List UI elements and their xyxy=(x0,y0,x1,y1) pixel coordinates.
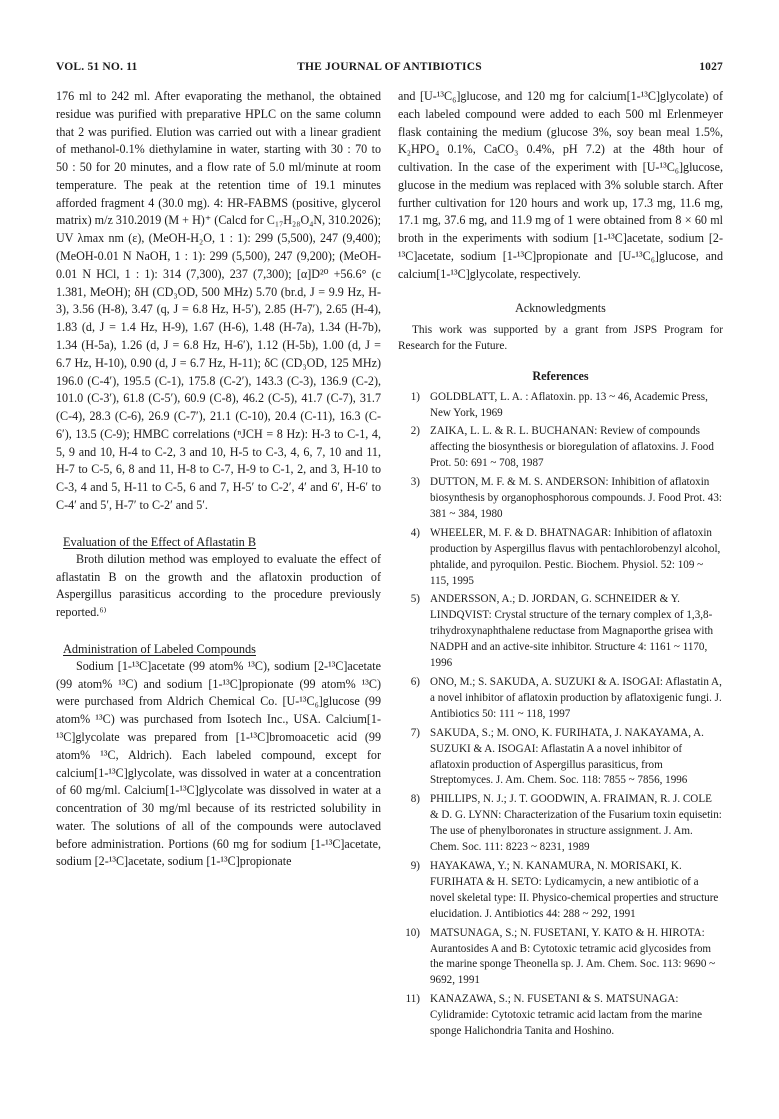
reference-number: 10) xyxy=(405,926,420,939)
reference-list xyxy=(398,390,723,1040)
reference-number: 2) xyxy=(410,425,420,438)
reference-number: 8) xyxy=(410,793,420,806)
reference-text: SAKUDA, S.; M. ONO, K. FURIHATA, J. NAKAYAMA, A. SUZUKI & A. ISOGAI: Aflastatin A a novel inhibitor of aflatoxin production of Aspergillus parasiticus, from Streptomyces. J. Am. Chem. Soc. 118: 7855 ~ 7856, 1996 xyxy=(430,726,704,787)
journal-title: THE JOURNAL OF ANTIBIOTICS xyxy=(297,61,482,73)
reference-text: WHEELER, M. F. & D. BHATNAGAR: Inhibition of aflatoxin production by Aspergillus flavus with pentachlorobenzyl alcohol, phtalide, and pyroquilon. Pestic. Biochem. Physiol. 52: 109 ~ 115, 1995 xyxy=(430,526,721,587)
page-number: 1027 xyxy=(699,61,723,73)
section-heading-aflastatin-evaluation: Evaluation of the Effect of Aflastatin B xyxy=(63,534,257,549)
reference-number: 9) xyxy=(410,859,420,872)
section-text-labeled-compounds: Sodium [1-¹³C]acetate (99 atom% ¹³C), sodium [2-¹³C]acetate (99 atom% ¹³C) and sodium [1-¹³C]propionate (99 atom% ¹³C) were purchased from Aldrich Chemical Co. [U-¹³C₆]glucose (99 atom% ¹³C) was purchased from Isotech Inc., USA. Calcium[1-¹³C]glycolate was prepared from [1-¹³C]bromoacetic acid (99 atom% ¹³C, Aldrich). Each labeled compound, except for calcium[1-¹³C]glycolate, was dissolved in water at a concentration of 60 mg/ml. Calcium[1-¹³C]glycolate was dissolved in water at a concentration of 30 mg/ml because of its restricted solubility in water. The solutions of all of the compounds were autoclaved before administration. Portions (60 mg for sodium [1-¹³C]acetate, sodium [2-¹³C]acetate, sodium [1-¹³C]propionate xyxy=(56,658,381,869)
reference-item xyxy=(398,592,723,672)
right-column xyxy=(398,88,723,1043)
reference-number: 4) xyxy=(410,526,420,539)
reference-text: ONO, M.; S. SAKUDA, A. SUZUKI & A. ISOGAI: Aflastatin A, a novel inhibitor of aflatoxin production by aflatoxigenic fungi. J. Antibiotics 50: 111 ~ 118, 1997 xyxy=(430,676,722,720)
reference-number: 3) xyxy=(410,476,420,489)
reference-item xyxy=(398,726,723,790)
reference-number: 6) xyxy=(410,676,420,688)
continued-paragraph: and [U-¹³C₆]glucose, and 120 mg for calcium[1-¹³C]glycolate) of each labeled compound were added to each 500 ml Erlenmeyer flask containing the medium (glucose 3%, soy bean meal 1.5%, K₂HPO₄ 0.1%, CaCO₃ 0.4%, pH 7.2) at the 48th hour of cultivation. In the case of the experiment with [U-¹³C₆]glucose, glucose in the medium was replaced with 3% soluble starch. After further cultivation for 120 hours and work up, 17.3 mg, 11.6 mg, 17.1 mg, 37.6 mg, and 11.9 mg of 1 were obtained from 8 × 60 ml broth in the experiments with sodium [1-¹³C]acetate, sodium [2-¹³C]acetate, sodium [1-¹³C]propionate and [U-¹³C₆]glucose, and calcium[1-¹³C]glycolate, respectively. xyxy=(398,89,723,281)
reference-text: DUTTON, M. F. & M. S. ANDERSON: Inhibition of aflatoxin biosynthesis by organophosphorous compounds. J. Food Prot. 43: 381 ~ 384, 1980 xyxy=(430,476,722,520)
running-head xyxy=(56,61,723,77)
reference-item xyxy=(398,424,723,472)
reference-text: ZAIKA, L. L. & R. L. BUCHANAN: Review of compounds affecting the biosynthesis or bioregulation of aflatoxins. J. Food Prot. 50: 691 ~ 708, 1987 xyxy=(430,425,714,470)
reference-item xyxy=(398,926,723,990)
reference-text: ANDERSSON, A.; D. JORDAN, G. SCHNEIDER & Y. LINDQVIST: Crystal structure of the ternary complex of 1,3,8-trihydroxynaphthalene reductase from Magnaporthe grisea with NADPH and an active-site inhibitor. Structure 4: 1161 ~ 1170, 1996 xyxy=(430,593,714,670)
reference-item xyxy=(398,792,723,856)
section-heading-labeled-compounds: Administration of Labeled Compounds xyxy=(63,641,256,656)
reference-item xyxy=(398,390,723,422)
reference-text: GOLDBLATT, L. A. : Aflatoxin. pp. 13 ~ 46, Academic Press, New York, 1969 xyxy=(430,390,708,419)
reference-text: MATSUNAGA, S.; N. FUSETANI, Y. KATO & H. HIROTA: Aurantosides A and B: Cytotoxic tetramic acid glycosides from the marine sponge Theonella sp. J. Am. Chem. Soc. 113: 9690 ~ 9692, 1991 xyxy=(430,926,716,987)
reference-item xyxy=(398,526,723,590)
left-column xyxy=(56,88,381,871)
reference-number: 5) xyxy=(410,593,420,606)
reference-number: 1) xyxy=(410,390,420,403)
references-heading: References xyxy=(532,368,589,383)
reference-number: 7) xyxy=(410,726,420,739)
reference-text: HAYAKAWA, Y.; N. KANAMURA, N. MORISAKI, K. FURIHATA & H. SETO: Lydicamycin, a new antibiotic of a novel skeletal type: II. Physico-chemical properties and structure elucidation. J. Antibiotics 44: 288 ~ 292, 1991 xyxy=(430,859,719,920)
volume-issue: VOL. 51 NO. 11 xyxy=(56,61,138,73)
reference-number: 11) xyxy=(405,993,420,1006)
experimental-paragraph: 176 ml to 242 ml. After evaporating the methanol, the obtained residue was purified with preparative HPLC on the same column that 2 was purified. Elution was carried out with a linear gradient of methanol-0.1% diethylamine in water, starting with 30 : 70 to 50 : 50 for 20 minutes, and a flow rate of 5.0 ml/minute at room temperature. The peak at the retention time of 19.1 minutes afforded fragment 4 (30.0 mg). 4: HR-FABMS (positive, glycerol matrix) m/z 310.2019 (M + H)⁺ (Calcd for C₁₇H₂₈O₄N, 310.2026); UV λmax nm (ε), (MeOH-H₂O, 1 : 1): 299 (5,500), 247 (9,400); (MeOH-0.01 N NaOH, 1 : 1): 299 (5,500), 247 (9,200); (MeOH-0.01 N HCl, 1 : 1): 314 (7,300), 237 (7,300); [α]D²⁰ +56.6° (c 1.381, MeOH); δH (CD₃OD, 500 MHz) 5.70 (br.d, J = 9.9 Hz, H-3), 3.56 (H-8), 3.47 (q, J = 6.8 Hz, H-5′), 2.85 (H-7′), 2.65 (H-4), 1.83 (d, J = 1.4 Hz, H-9), 1.67 (H-6), 1.48 (H-7a), 1.34 (H-7b), 1.34 (H-5a), 1.26 (d, J = 6.8 Hz, H-6′), 1.12 (H-5b), 1.00 (d, J = 6.7 Hz, H-10), 0.90 (d, J = 6.7 Hz, H-11); δC (CD₃OD, 125 MHz) 196.0 (C-4′), 195.5 (C-1), 175.8 (C-2′), 143.3 (C-3), 136.9 (C-2), 101.0 (C-3′), 61.8 (C-5′), 60.9 (C-8), 46.2 (C-5), 41.7 (C-7), 31.7 (C-4), 28.3 (C-6), 26.9 (C-7′), 21.1 (C-10), 20.4 (C-11), 16.3 (C-6′), 13.5 (C-9); HMBC correlations (ⁿJCH = 8 Hz): H-3 to C-1, 4, 5, 9 and 10, H-4 to C-2, 3 and 10, H-5 to C-3, 4, 6, 7, 10 and 11, H-7 to C-5, 6, 8 and 11, H-8 to C-7, H-9 to C-1, 2, and 3, H-10 to C-3, 4 and 5, H-11 to C-5, 6 and 7, H-5′ to C-2′, 4′ and 6′, H-6′ to C-4′ and 5′, H-7′ to C-2′ and 5′. xyxy=(56,89,381,512)
reference-text: KANAZAWA, S.; N. FUSETANI & S. MATSUNAGA: Cylidramide: Cytotoxic tetramic acid lactam from the marine sponge Halichondria Tanita and Hoshino. xyxy=(430,993,703,1038)
section-text-aflastatin-evaluation: Broth dilution method was employed to evaluate the effect of aflastatin B on the growth and the aflatoxin production of Aspergillus parasiticus according to the procedure previously reported.⁶⁾ xyxy=(56,551,381,620)
acknowledgments-text: This work was supported by a grant from JSPS Program for Research for the Future. xyxy=(398,323,723,352)
reference-item xyxy=(398,475,723,523)
reference-text: PHILLIPS, N. J.; J. T. GOODWIN, A. FRAIMAN, R. J. COLE & D. G. LYNN: Characterization of the Fusarium toxin equisetin: The use of phenylboronates in structure assignment. J. Am. Chem. Soc. 111: 8223 ~ 8231, 1989 xyxy=(430,793,722,854)
reference-item xyxy=(398,859,723,923)
acknowledgments-heading: Acknowledgments xyxy=(515,300,606,315)
reference-item xyxy=(398,675,723,723)
reference-item xyxy=(398,992,723,1040)
